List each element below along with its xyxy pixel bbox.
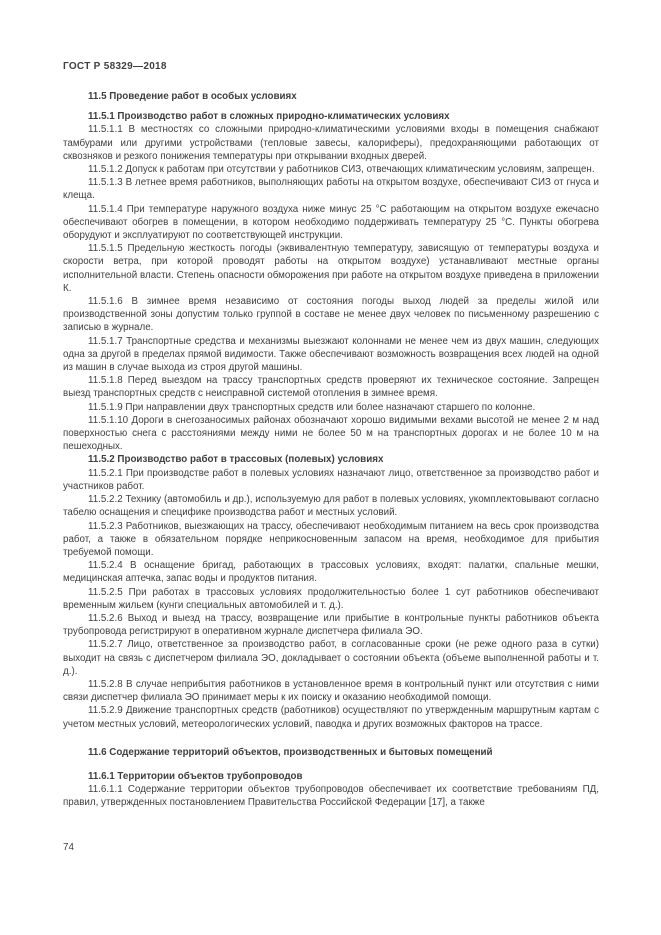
paragraph-11-5-2-4: 11.5.2.4 В оснащение бригад, работающих в трассовых условиях, входят: палатки, спальные мешки, медицинская аптечка, запас воды и продуктов питания. bbox=[63, 560, 599, 585]
heading-11-5-2: 11.5.2 Производство работ в трассовых (полевых) условиях bbox=[88, 454, 384, 466]
paragraph-11-5-2-8: 11.5.2.8 В случае неприбытия работников в установленное время в контрольный пункт или отсутствия с ними связи диспетчер филиала ЭО принимает меры к их поиску и оказанию необходимой помощи. bbox=[63, 678, 599, 704]
paragraph-11-5-2-5: 11.5.2.5 При работах в трассовых условиях продолжительностью более 1 сут работников обеспечивают временным жильем (кунги специальных автомобилей и т. д.). bbox=[63, 586, 599, 611]
paragraph-11-5-1-7: 11.5.1.7 Транспортные средства и механизмы выезжают колоннами не менее чем из двух машин, следующих одна за другой в пределах прямой видимости. Также обеспечивают возможность возвращения всех людей на одной из машин в случае выхода из строя другой машины. bbox=[63, 335, 599, 374]
paragraph-11-5-1-10: 11.5.1.10 Дороги в снегозаносимых районах обозначают хорошо видимыми вехами высотой не менее 2 м над поверхностью снега с расстояниями между ними не более 50 м на транспортных дорогах и не более 10 м на пешеходных. bbox=[63, 414, 599, 453]
paragraph-11-5-1-8: 11.5.1.8 Перед выездом на трассу транспортных средств проверяют их техническое состояние. Запрещен выезд транспортных средств с неисправной системой отопления в зимнее время. bbox=[63, 375, 599, 400]
paragraph-11-5-2-7: 11.5.2.7 Лицо, ответственное за производство работ, в согласованные сроки (не реже одного раза в сутки) выходит на связь с диспетчером филиала ЭО, докладывает о состоянии объекта (объеме выполненной работы и т. д.). bbox=[63, 639, 599, 677]
heading-11-5: 11.5 Проведение работ в особых условиях bbox=[88, 91, 297, 102]
page-content bbox=[63, 61, 599, 810]
paragraph-11-5-1-6: 11.5.1.6 В зимнее время независимо от состояния погоды выход людей за пределы жилой или производственной зоны допустим только группой в составе не менее двух человек по письменному разрешению с записью в журнале. bbox=[63, 296, 599, 334]
paragraph-11-5-1-5: 11.5.1.5 Предельную жесткость погоды (эквивалентную температуру, зависящую от температуры воздуха и скорости ветра, при которой проводят работы на открытом воздухе) устанавливают местные органы исполнительной власти. Степень опасности обморожения при работе на открытом воздухе приведена в приложении К. bbox=[63, 243, 599, 294]
paragraph-11-5-1-3: 11.5.1.3 В летнее время работников, выполняющих работы на открытом воздухе, обеспечивают СИЗ от гнуса и клеща. bbox=[63, 177, 599, 202]
paragraph-11-5-2-2: 11.5.2.2 Технику (автомобиль и др.), используемую для работ в полевых условиях, укомплектовывают согласно табелю оснащения и специфике производства работ и местных условий. bbox=[63, 494, 599, 519]
heading-11-6: 11.6 Содержание территорий объектов, производственных и бытовых помещений bbox=[88, 746, 493, 758]
document-code: ГОСТ Р 58329—2018 bbox=[63, 61, 167, 72]
paragraph-11-5-1-9: 11.5.1.9 При направлении двух транспортных средств или более назначают старшего по колонне. bbox=[88, 401, 536, 413]
paragraph-11-5-1-2: 11.5.1.2 Допуск к работам при отсутствии у работников СИЗ, отвечающих климатическим условиям, запрещен. bbox=[88, 164, 595, 176]
paragraph-11-5-1-4: 11.5.1.4 При температуре наружного воздуха ниже минус 25 °С работающим на открытом воздухе ежечасно обеспечивают обогрев в помещении, в котором необходимо поддерживать температуру 25 °С. Пункты обогрева оборудуют и эксплуатируют по соответствующей инструкции. bbox=[63, 203, 599, 242]
paragraph-11-6-1-1: 11.6.1.1 Содержание территории объектов трубопроводов обеспечивает их соответствие требованиям ПД, правил, утвержденных постановлением Правительства Российской Федерации [17], а также bbox=[63, 784, 599, 809]
document-body bbox=[63, 90, 599, 810]
paragraph-11-5-2-6: 11.5.2.6 Выход и выезд на трассу, возвращение или прибытие в контрольные пункты работников объекта трубопровода регистрируют в оперативном журнале диспетчера филиала ЭО. bbox=[63, 612, 599, 638]
paragraph-11-5-2-3: 11.5.2.3 Работников, выезжающих на трассу, обеспечивают необходимым питанием на весь срок производства работ, а также в обязательном порядке неприкосновенным запасом на время, необходимое для прибытия требуемой помощи. bbox=[63, 520, 599, 558]
heading-11-5-1: 11.5.1 Производство работ в сложных природно-климатических условиях bbox=[88, 111, 450, 123]
paragraph-11-5-2-9: 11.5.2.9 Движение транспортных средств (работников) осуществляют по утвержденным маршрутным картам с учетом местных условий, метеорологических условий, паводка и других возможных факторов на трассе. bbox=[63, 705, 599, 730]
page-number: 74 bbox=[63, 842, 74, 853]
paragraph-11-5-2-1: 11.5.2.1 При производстве работ в полевых условиях назначают лицо, ответственное за производство работ и участников работ. bbox=[63, 467, 599, 492]
paragraph-11-5-1-1: 11.5.1.1 В местностях со сложными природно-климатическими условиями входы в помещения снабжают тамбурами или другими устройствами (тепловые завесы, калориферы), предохраняющими работающих от сквозняков и резкого понижения температуры при открывании входных дверей. bbox=[63, 124, 599, 162]
heading-11-6-1: 11.6.1 Территории объектов трубопроводов bbox=[88, 770, 303, 782]
